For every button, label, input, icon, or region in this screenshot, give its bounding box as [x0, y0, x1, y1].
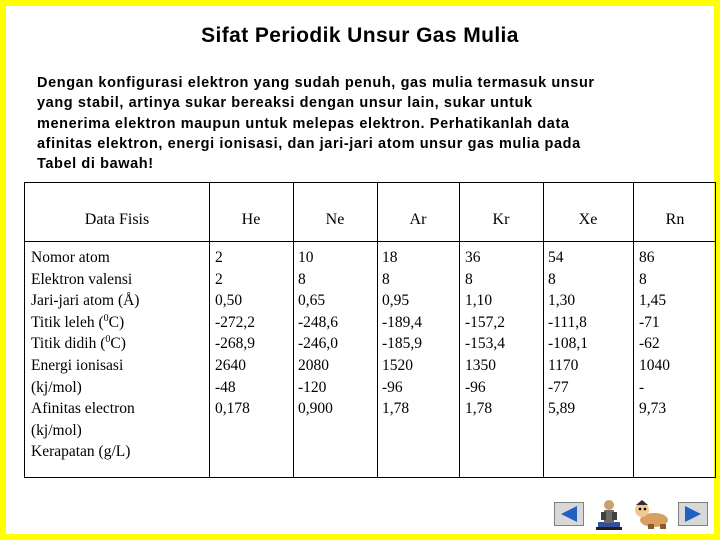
column-kr [465, 247, 505, 420]
page-title: Sifat Periodik Unsur Gas Mulia [201, 24, 519, 47]
degree-unit: C) [110, 335, 126, 353]
value-cell: -248,6 [298, 313, 339, 331]
value-cell: 2640 [215, 356, 246, 374]
value-cell: -185,9 [382, 335, 423, 353]
value-cell: -272,2 [215, 313, 256, 331]
property-cell: Jari-jari atom (Å) [31, 292, 140, 310]
value-cell: 8 [548, 270, 556, 288]
degree-unit: C) [108, 313, 125, 331]
column-divider [543, 183, 544, 477]
header-rn: Rn [665, 211, 685, 228]
column-divider [209, 183, 210, 477]
value-cell: -120 [298, 378, 327, 396]
property-cell: Energi ionisasi [31, 356, 124, 374]
header-kr: Kr [492, 211, 510, 228]
column-divider [377, 183, 378, 477]
value-cell: 1,10 [465, 292, 493, 310]
property-cell [31, 312, 139, 334]
property-cell: Nomor atom [31, 249, 110, 266]
header-ne: Ne [325, 211, 345, 228]
header-data-fisis: Data Fisis [84, 211, 150, 228]
mascot-icon [630, 496, 674, 532]
value-cell: 1520 [382, 356, 413, 374]
next-slide-button[interactable] [678, 502, 708, 526]
degree-sup: 0 [105, 334, 111, 346]
degree-sup: 0 [103, 312, 109, 324]
value-cell: 0,50 [215, 292, 243, 310]
column-ar [382, 247, 422, 420]
value-cell: 8 [298, 270, 306, 288]
noble-gas-table [24, 182, 716, 478]
property-cell: Elektron valensi [31, 270, 133, 288]
value-cell: 8 [639, 270, 647, 288]
value-cell: -48 [215, 378, 236, 396]
value-cell: 2080 [298, 356, 329, 374]
value-cell: - [639, 378, 645, 396]
property-column [31, 247, 139, 463]
value-cell: 1170 [548, 356, 579, 374]
value-cell: 5,89 [548, 400, 576, 418]
value-cell: 1040 [639, 356, 670, 374]
column-rn [639, 247, 670, 420]
intro-line: menerima elektron maupun untuk melepas elektron. Perhatikanlah data [37, 115, 570, 132]
intro-line: afinitas elektron, energi ionisasi, dan jari-jari atom unsur gas mulia pada [37, 135, 581, 152]
value-cell: 2 [215, 270, 223, 288]
property-cell: Afinitas electron [31, 400, 135, 418]
value-cell: 9,73 [639, 400, 667, 418]
value-cell: -62 [639, 335, 660, 353]
value-cell: 18 [382, 249, 398, 266]
mascot-button[interactable] [630, 496, 674, 532]
value-cell: 1,78 [382, 400, 410, 418]
value-cell: -189,4 [382, 313, 423, 331]
value-cell: -108,1 [548, 335, 589, 353]
property-cell: Kerapatan (g/L) [31, 443, 131, 461]
home-button[interactable] [592, 496, 626, 532]
value-cell: -153,4 [465, 335, 506, 353]
value-cell: 0,900 [298, 400, 333, 418]
value-cell: -157,2 [465, 313, 506, 331]
home-figure-icon [592, 496, 626, 532]
column-ne [298, 247, 338, 420]
value-cell: -268,9 [215, 335, 256, 353]
value-cell: -111,8 [548, 313, 587, 331]
value-cell: 1,45 [639, 292, 667, 310]
value-cell: 86 [639, 249, 655, 266]
value-cell: 8 [465, 270, 473, 288]
intro-paragraph [37, 73, 697, 174]
intro-line: yang stabil, artinya sukar bereaksi dengan unsur lain, sukar untuk [37, 95, 533, 112]
property-cell: (kj/mol) [31, 378, 82, 396]
header-divider [25, 241, 715, 242]
header-he: He [241, 211, 261, 228]
value-cell: 0,65 [298, 292, 326, 310]
column-divider [293, 183, 294, 477]
value-cell: 36 [465, 249, 481, 266]
value-cell: 1,30 [548, 292, 576, 310]
column-xe [548, 247, 588, 420]
arrow-right-icon [679, 503, 707, 525]
value-cell: 1350 [465, 356, 496, 374]
column-divider [459, 183, 460, 477]
column-he [215, 247, 255, 420]
value-cell: -96 [382, 378, 403, 396]
property-text: Titik didih ( [31, 335, 106, 353]
property-text: Titik leleh ( [31, 313, 104, 331]
intro-line: Tabel di bawah! [37, 156, 154, 173]
value-cell: -77 [548, 378, 569, 396]
value-cell: -246,0 [298, 335, 339, 353]
value-cell: 10 [298, 249, 314, 266]
value-cell: 1,78 [465, 400, 493, 418]
value-cell: -96 [465, 378, 486, 396]
intro-line: Dengan konfigurasi elektron yang sudah penuh, gas mulia termasuk unsur [37, 75, 595, 91]
value-cell: 54 [548, 249, 564, 266]
prev-slide-button[interactable] [554, 502, 584, 526]
value-cell: 0,178 [215, 400, 250, 418]
header-ar: Ar [409, 211, 427, 228]
value-cell: 8 [382, 270, 390, 288]
arrow-left-icon [555, 503, 583, 525]
header-xe: Xe [578, 211, 598, 228]
property-cell [31, 333, 139, 355]
column-divider [633, 183, 634, 477]
value-cell: 0,95 [382, 292, 410, 310]
value-cell: 2 [215, 249, 223, 266]
value-cell: -71 [639, 313, 660, 331]
property-cell: (kj/mol) [31, 421, 82, 439]
